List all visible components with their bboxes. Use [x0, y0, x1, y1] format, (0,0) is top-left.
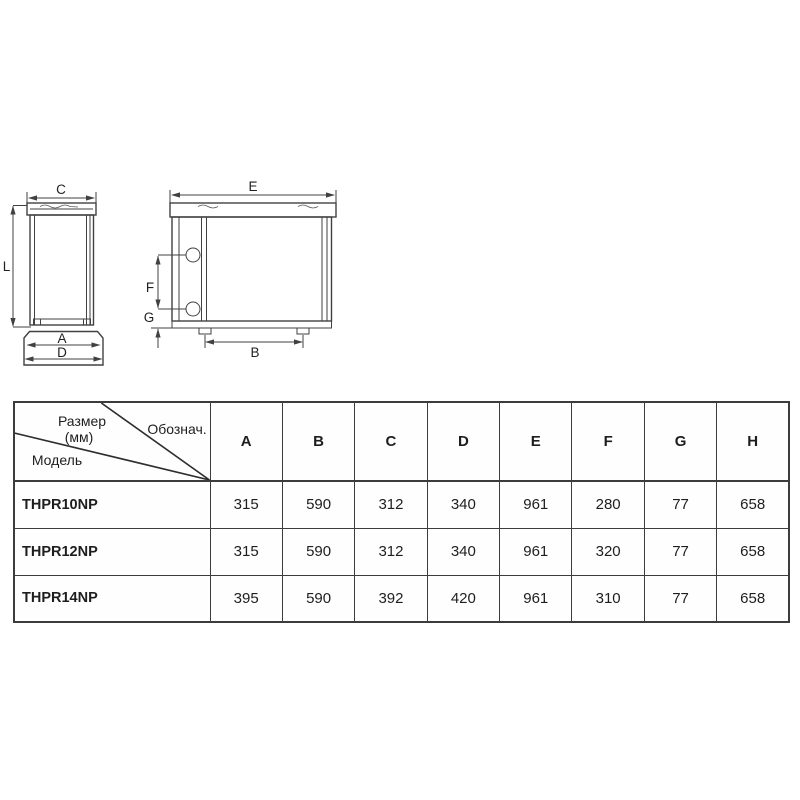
dim-value: 315	[210, 481, 282, 528]
model-name: THPR10NP	[14, 481, 210, 528]
dim-label-l: L	[2, 259, 11, 274]
dim-d	[25, 345, 103, 362]
column-header-d: D	[427, 402, 499, 481]
dim-value: 420	[427, 575, 499, 622]
table-row	[14, 575, 789, 622]
front-view-drawing	[138, 178, 362, 378]
dim-label-c: C	[56, 182, 66, 197]
dim-value: 340	[427, 528, 499, 575]
dim-label-d: D	[57, 345, 67, 360]
corner-designation-label: Обознач.	[147, 421, 207, 437]
dim-value: 340	[427, 481, 499, 528]
column-header-a: A	[210, 402, 282, 481]
side-view-unit	[27, 203, 96, 325]
dim-value: 658	[717, 481, 789, 528]
dim-label-e: E	[248, 179, 258, 194]
dim-label-b: B	[250, 345, 260, 360]
dim-value: 590	[282, 575, 354, 622]
table-corner-cell	[14, 402, 210, 481]
model-name: THPR14NP	[14, 575, 210, 622]
table-row	[14, 481, 789, 528]
dim-value: 590	[282, 481, 354, 528]
model-name: THPR12NP	[14, 528, 210, 575]
dim-label-f: F	[145, 280, 155, 295]
dim-e	[170, 179, 336, 203]
dim-value: 312	[355, 528, 427, 575]
dim-value: 658	[717, 528, 789, 575]
dim-b	[205, 335, 303, 360]
dim-g	[144, 310, 176, 348]
corner-size-label: Размер	[57, 413, 107, 429]
dim-value: 590	[282, 528, 354, 575]
dim-c	[27, 182, 96, 203]
dim-value: 77	[644, 575, 716, 622]
column-header-h: H	[717, 402, 789, 481]
dim-value: 320	[572, 528, 644, 575]
corner-size-unit: (мм)	[64, 429, 94, 445]
column-header-b: B	[282, 402, 354, 481]
dim-value: 961	[500, 575, 572, 622]
dim-value: 280	[572, 481, 644, 528]
upper-port	[186, 248, 200, 262]
dim-value: 961	[500, 528, 572, 575]
dim-label-a: A	[57, 331, 67, 346]
lower-port	[186, 302, 200, 316]
dim-value: 315	[210, 528, 282, 575]
dim-f	[146, 255, 186, 309]
dimensions-table	[13, 401, 790, 623]
dim-value: 392	[355, 575, 427, 622]
dim-value: 395	[210, 575, 282, 622]
header-row	[14, 402, 789, 481]
column-header-e: E	[500, 402, 572, 481]
dim-value: 77	[644, 481, 716, 528]
corner-model-label: Модель	[31, 452, 83, 468]
dim-label-g: G	[143, 310, 155, 325]
side-view-drawing	[0, 178, 125, 378]
table-row	[14, 528, 789, 575]
corner-diagonal-lines	[15, 403, 210, 480]
column-header-f: F	[572, 402, 644, 481]
column-header-g: G	[644, 402, 716, 481]
dim-value: 310	[572, 575, 644, 622]
dim-l	[3, 206, 31, 328]
dim-value: 77	[644, 528, 716, 575]
dim-value: 961	[500, 481, 572, 528]
front-view-unit	[170, 203, 336, 334]
dim-value: 312	[355, 481, 427, 528]
dim-value: 658	[717, 575, 789, 622]
column-header-c: C	[355, 402, 427, 481]
